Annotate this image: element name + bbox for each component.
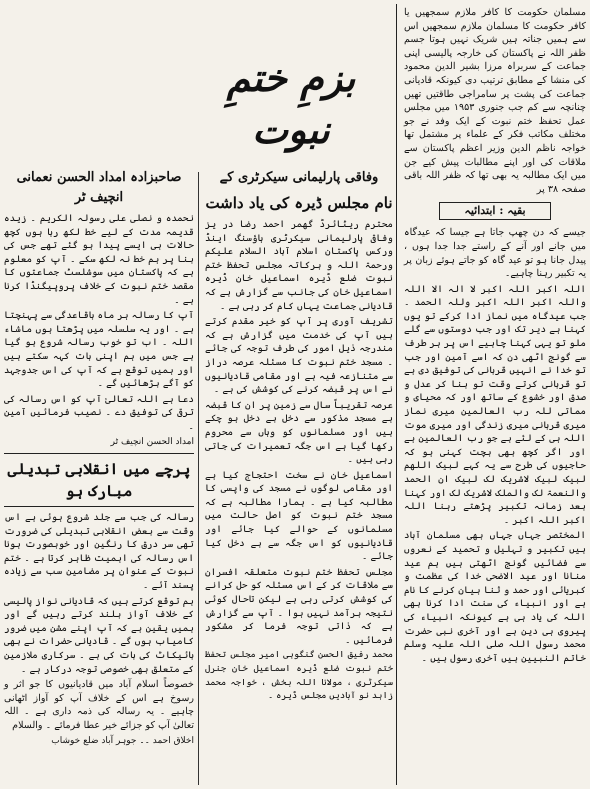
masthead-title: بزمِ ختمِ نبوت [226, 55, 356, 152]
left-column [4, 168, 194, 750]
masthead-area [190, 4, 392, 164]
divider [4, 506, 194, 507]
article-paragraph: مسلمان حکومت کا کافر ملازم سمجھیں یا کافر حکومت کا مسلمان ملازم سمجھیں اس سے ہمیں جناتہ ہیں شریک نہیں ہوتا جسم ظفر اللہ نے پاکستان کی خارجہ پالیسی اپنی جماعت کے سربراہ مرزا بشیر الدین محمود کی منشا کے مطابق ترتیب دی کیونکہ قادیانی جماعت کی پشت پر سامراجی طاقتیں تھیں چنانچہ سے کم جب جنوری ۱۹۵۳ میں مجلس عمل تحفظ ختم نبوت کے ایک وفد نے جو مختلف مکاتب فکر کے علماء پر مشتمل تھا خواجہ ناظم الدین وزیر اعظم پاکستان سے ملاقات کی اور اپنے مطالبات پیش کیے جن میں ایک مطالبہ یہ بھی تھا کہ ظفر اللہ باقی صفحہ ۳۸ پر [404, 7, 586, 195]
column-divider [198, 172, 199, 785]
article-subheading: نام مجلس ڈیرہ کی یاد داشت [205, 194, 393, 212]
article-paragraph: دعا ہے اللہ تعالیٰ آپ کو اس رسالہ کی ترقی کی توفیق دے ۔ نصیب فرمائیں آمین ۔ [4, 393, 194, 432]
column-divider [396, 4, 397, 785]
article-paragraph: اسماعیل خان نے سخت احتجاج کیا ہے اور مقامی لوگوں نے مسجد کی واپسی کا مطالبہ کیا ہے ۔ ہمارا مطالبہ ہے کہ مسجد ختم نبوت کو اصل حالت میں مسلمانوں کے حوالے کیا جائے اور قادیانیوں کو اس جگہ سے بے دخل کیا جائے ۔ [205, 469, 393, 563]
article-heading: وفاقی پارلیمانی سیکرٹری کے [219, 170, 379, 185]
article-signoff: اخلاق احمد ۔۔ جوہر آباد ضلع خوشاب [51, 735, 194, 746]
article-paragraph: رسالہ کی جب سے جلد شروع ہوئی ہے اس وقت سے بعض انقلابی تبدیلی کی ضرورت تھی سر درق کا رنگین اور خوبصورت ہونا اس رسالہ کی اہمیت ظاہر کرتا ہے ۔ ختم نبوت کے عنوان پر مضامین سب سے زیادہ پسند آئے ۔ [4, 512, 194, 592]
article-paragraph: مجلس تحفظ ختم نبوت متعلقہ افسران سے ملاقات کر کے اس مسئلہ کو حل کرانے کی کوشش کرتی رہی ہے لیکن تاحال کوئی نتیجہ برآمد نہیں ہوا ۔ آپ سے گزارش ہے کہ ذاتی توجہ فرما کر مشکور فرمائیں ۔ [205, 566, 393, 646]
article-signoff: محمد رفیق الحسن گنگوہی امیر مجلس تحفظ ختم نبوت ضلع ڈیرہ اسماعیل خان جنرل سیکرٹری ، مولانا اللہ بخش ، خواجہ محمد زاہد نو آبادیں مجلس ڈیرہ ۔ [205, 650, 393, 702]
article-signoff: امداد الحسن انچیف ٹر [110, 436, 194, 447]
divider [4, 453, 194, 454]
article-paragraph: عرصہ تقریباً سال سے زمین پر ان کا قبضہ ہے مسجد مذکور سے دخل بے دخل ہو چکے ہیں اور مسلمانوں کو وہاں سے محروم رکھا گیا ہے اس جگہ تعمیرات کی جاتی رہی ہیں ۔ [205, 399, 393, 466]
article-paragraph: جیسے کہ دن چھپ جاتا ہے جیسا کہ عیدگاہ میں جانے اور آنے کے راستے جدا جدا ہوں ، پیدل جانا ہو تو عید گاہ کو جاتے ہوئے زبان پر یہ تکبیر رہنا چاہیے۔ [404, 227, 586, 280]
article-heading: صاحبزادہ امداد الحسن نعمانی انچیف ٹر [16, 170, 182, 205]
article-paragraph: المختصر جہاں جہاں بھی مسلمان آباد ہیں تکبیر و تہلیل و تحمید کے نعروں سے فضائیں گونج اٹھتی ہیں ہم عید منانا اور عید الاضحی خدا کی عظمت و کبریائی اور حمد و ثنا بیان کرنے کا نام ہے اور انبیاء کی سنت ادا کرنا بھی اللہ کی یاد ہی ہے کیونکہ انبیاء کی پیروی ہی دین ہے اور آخری نبی حضرت محمد رسول اللہ صلی اللہ علیہ وسلم خاتم النبیین ہیں آخری رسول ہیں ۔ [404, 530, 586, 664]
article-paragraph: آپ کا رسالہ ہر ماہ باقاعدگی سے پہنچتا ہے ۔ اور یہ سلسلہ میں پڑھتا ہوں ماشاء اللہ ۔ اب تو خوب رسالہ شروع ہو گیا ہے جس میں ہم اپنی بات کہہ سکتے ہیں اور ہمیں توقع ہے کہ آپ کی اس جدوجہد کو آگے بڑھائیں گے ۔ [4, 310, 194, 390]
article-paragraph: ہم توقع کرتے ہیں کہ قادیانی نواز پالیسی کے خلاف آواز بلند کرتے رہیں گے اور ہمیں یقین ہے کہ آپ اپنے مشن میں ضرور کامیاب ہوں گے ۔ قادیانی حضرات نے بھی بائیکاٹ کی بات کی ہے ۔ سرکاری ملازمین کے متعلق بھی خصوصی توجہ درکار ہے ۔ [4, 595, 194, 675]
article-heading: پرچے میں انقلابی تبدیلی مبارک ہو [7, 460, 191, 501]
right-column [404, 6, 586, 667]
article-paragraph: خصوصاً اسلام آباد میں قادیانیوں کا جو اثر و رسوخ ہے اس کے خلاف آپ کو آواز اٹھانی چاہیے ۔ یہ رسالہ کی ذمہ داری ہے ۔ اللہ تعالیٰ آپ کو جزائے خیر عطا فرمائے ۔ والسلام [4, 679, 194, 731]
article-paragraph: تشریف آوری پر آپ کو خیر مقدم کرتے ہیں آپ کی خدمت میں گزارش ہے کہ مندرجہ ذیل امور کی طرف توجہ کی جائے ۔ مسجد ختم نبوت کا مسئلہ عرصہ دراز سے متنازعہ فیہ ہے اور مقامی قادیانیوں نے اس پر قبضہ کرنے کی کوشش کی ہے ۔ [205, 316, 393, 396]
article-paragraph: محترم ریٹائرڈ گھمر احمد رضا در یز وفاقی پارلیمانی سیکرٹری ہاؤسنگ اینڈ ورکس پاکستان اسلام آباد السلام علیکم ورحمۃ اللہ و برکاتہ مجلس تحفظ ختم نبوت ضلع ڈیرہ اسماعیل خان ڈیرہ اسماعیل خان کی جانب سے گزارش ہے کہ قادیانی جماعت یہاں کام کر رہی ہے ۔ [205, 219, 393, 312]
section-heading: بقیہ : ابتدائیہ [439, 202, 551, 220]
middle-column [205, 168, 393, 706]
article-paragraph: نحمدہ و نصلی علی رسولہ الکریم ۔ زیدہ قدیمہ مدت کے لیے خط لکھ رہا ہوں کچھ حالات ہی ایسے پیدا ہو گئے تھے جس کی بنا پر ہم خط نہ لکھ سکے ۔ آپ کو معلوم ہے کہ پاکستان میں سوشلسٹ جماعتوں کا مقصد ختم نبوت کے خلاف پروپیگنڈا کرنا ہے ۔ [4, 213, 194, 306]
article-paragraph: اللہ اکبر اللہ اکبر لا الہ الا اللہ واللہ اکبر اللہ اکبر وللہ الحمد ۔ جب عیدگاہ میں نماز ادا کرکے تو یوں کہنا ہے دیر تک اور جب دوستوں سے گلے ملو تو یہی کہنا چاہیے اس پر ہر طرف سے گونج اٹھی دن کہ اسے آمین اور جب تو خدا نے انہیں قربانی کی توفیق دی ہے تو قربانی کرتے وقت تو بنا کر عدل و صدق اور خشوع کے ساتھ اور کہ محیای و مماتی للہ رب العالمین میری نماز میری قربانی میری زندگی اور میری موت اللہ ہی کے لئے ہے جو رب العالمین ہے اور اگر کچھ بھی بچت کہنی ہو کہ حاجیوں کی طرح سے یہ کہے لبیک اللھم لبیک لبیک لاشریک لک لبیک ان الحمد والنعمۃ لک والملک لاشریک لک اور کہنا بعد زمانہ تکبیر پڑھتے رہنا اللہ اکبر اللہ اکبر ۔ [404, 283, 586, 526]
